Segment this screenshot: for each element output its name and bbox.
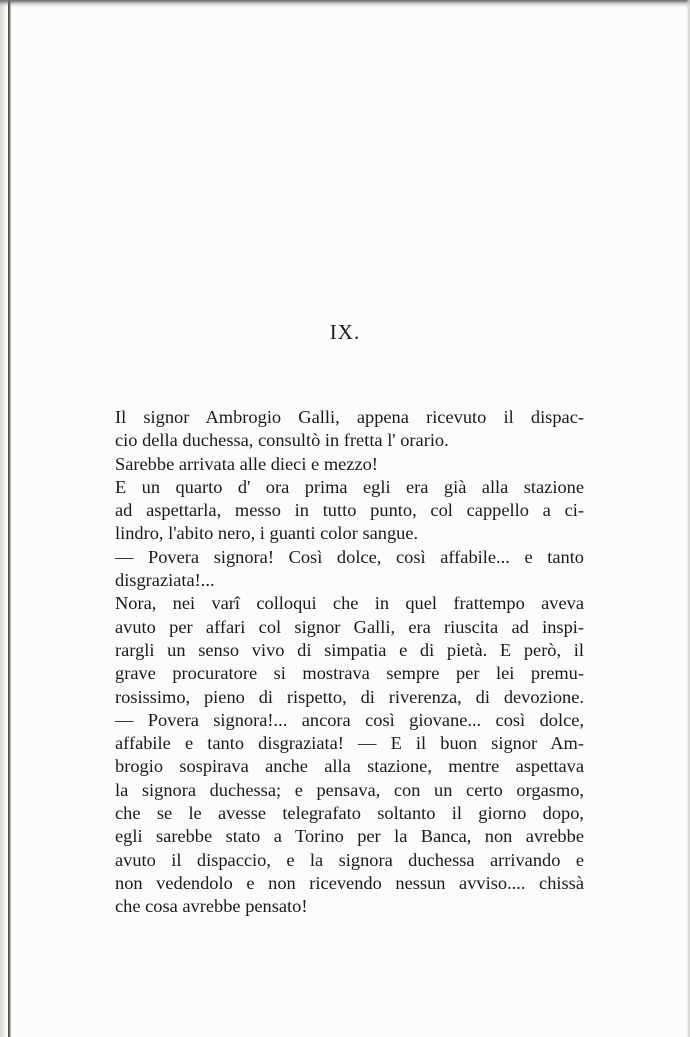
text-line: brogio sospirava anche alla stazione, mentre aspettava	[115, 756, 584, 777]
text-line: la signora duchessa; e pensava, con un certo orgasmo,	[115, 779, 584, 800]
text-line: affabile e tanto disgraziata! — E il buon signor Am-	[115, 733, 584, 754]
text-line: Nora, nei varî colloqui che in quel frattempo aveva	[115, 593, 584, 614]
text-line: Il signor Ambrogio Galli, appena ricevuto il dispac-	[115, 407, 584, 427]
text-line: cio della duchessa, consultò in fretta l' orario.	[115, 430, 449, 451]
text-line: rargli un senso vivo di simpatia e di pietà. E però, il	[115, 639, 584, 660]
text-line: avuto il dispaccio, e la signora duchessa arrivando e	[115, 849, 584, 870]
text-line: grave procuratore si mostrava sempre per lei premu-	[115, 663, 584, 684]
text-line: lindro, l'abito nero, i guanti color sangue.	[115, 523, 419, 544]
scan-right-edge	[686, 0, 690, 1037]
body-text	[115, 406, 584, 919]
text-line: rosissimo, pieno di rispetto, di riverenza, di devozione.	[115, 686, 584, 707]
text-line: disgraziata!...	[115, 570, 215, 591]
text-line: ad aspettarla, messo in tutto punto, col cappello a ci-	[115, 500, 584, 521]
text-line: che cosa avrebbe pensato!	[115, 896, 308, 917]
scan-top-edge	[0, 0, 690, 7]
text-line: non vedendolo e non ricevendo nessun avviso.... chissà	[115, 872, 584, 893]
text-line: Sarebbe arrivata alle dieci e mezzo!	[115, 453, 378, 474]
text-line: avuto per affari col signor Galli, era riuscita ad inspi-	[115, 616, 584, 637]
chapter-heading: IX.	[329, 320, 361, 344]
text-line: egli sarebbe stato a Torino per la Banca, non avrebbe	[115, 826, 584, 847]
scan-binding-shadow	[0, 0, 6, 1037]
text-line: E un quarto d' ora prima egli era già alla stazione	[115, 476, 584, 497]
text-line: — Povera signora!... ancora così giovane... così dolce,	[115, 709, 584, 730]
text-line: che se le avesse telegrafato soltanto il giorno dopo,	[115, 803, 584, 824]
scan-binding-edge	[8, 0, 11, 1037]
text-line: — Povera signora! Così dolce, così affabile... e tanto	[115, 546, 584, 567]
